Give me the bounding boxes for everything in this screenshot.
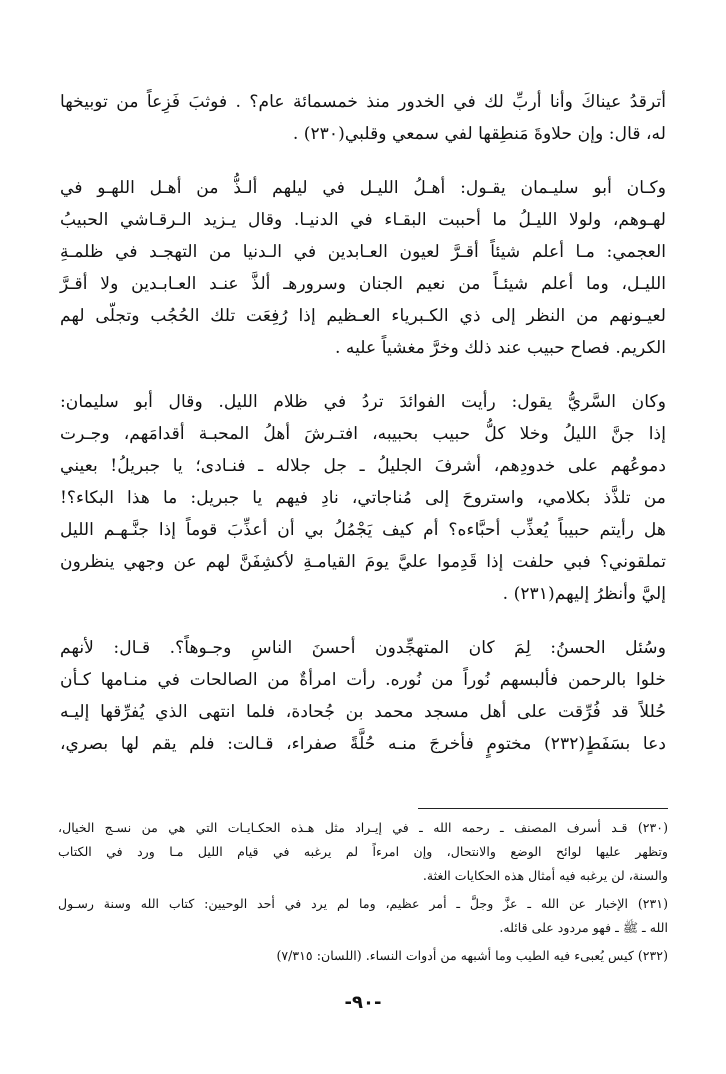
- paragraph-1: [60, 86, 666, 150]
- footnote-231: [58, 892, 668, 940]
- footnote-divider: [418, 808, 668, 809]
- text-line: وسُئل الحسنُ: لِمَ كان المتهجِّدون أحسنَ الناسِ وجـوهاً؟. قـال: لأنهم: [60, 638, 666, 658]
- paragraph-3: [60, 386, 666, 610]
- text-line: العجمي: مـا أعلم شيئاً أقـرَّ لعيون العـابدين في الـدنيا من التهجـد في ظلمـةِ: [60, 242, 666, 262]
- text-line: من تلذَّذ بكلامي، واستروحَ إلى مُناجاتي، نادِ فيهم يا جبريل: ما هذا البكاء؟!: [60, 488, 666, 508]
- text-line: لهـوهم، ولولا الليـلُ ما أحببت البقـاء في الدنيـا. وقال يـزيد الـرقـاشي الحبيبُ: [60, 210, 666, 230]
- footnote-line: وتظهر عليها لوائح الوضع والانتحال، وإن امرءاً لم يرغبه في قيام الليل مـا ورد في الكتاب: [58, 844, 668, 859]
- footnote-line: الله ـ ﷺ ـ فهو مردود على قائله.: [499, 920, 668, 935]
- footnote-232: [58, 944, 668, 968]
- text-line: هل رأيتم حبيباً يُعذِّب أحبَّاءه؟ أم كيف يَجْمُلُ بي أن أعذِّبَ قوماً إذا جنَّـهـم الليل: [60, 520, 666, 540]
- text-line: تملقوني؟ فبي حلفت إذا قَدِموا عليَّ يومَ القيامـةِ لأكشِفَنَّ لهم عن وجهي ينظرون: [60, 552, 666, 572]
- text-line: دموعُهم على خدودِهم، أشرفَ الجليلُ ـ جل جلاله ـ فنـادى؛ يا جبريلُ! بعيني: [60, 456, 666, 476]
- paragraph-2: [60, 172, 666, 364]
- text-line: وكـان أبو سليـمان يقـول: أهـلُ الليـل في ليلهم ألـذُّ من أهـل اللهـو في: [60, 178, 666, 198]
- footnotes: [58, 816, 668, 972]
- text-line: وكان السَّريُّ يقول: رأيت الفوائدَ تردُ في ظلام الليل. وقال أبو سليمان:: [60, 392, 666, 412]
- text-line: الليـل، وما أعلم شيئـاً من نعيم الجنان وسرورهـ ألذَّ عنـد العـابـدين ولا أقـرَّ: [60, 274, 666, 294]
- text-line: له، قال: وإن حلاوةَ مَنطِقها لفي سمعي وقلبي(٢٣٠) .: [292, 124, 666, 144]
- main-text: [60, 86, 666, 782]
- footnote-line: (٢٣٢) كيس يُعبىء فيه الطيب وما أشبهه من أدوات النساء. (اللسان: ٧/٣١٥): [276, 948, 668, 963]
- footnote-line: (٢٣٠) قـد أسرف المصنف ـ رحمه الله ـ في إيـراد مثل هـذه الحكـايـات التي هي من نسـج الخيال،: [58, 820, 668, 835]
- paragraph-4: [60, 632, 666, 760]
- text-line: إذا جنَّ الليلُ وخلا كلُّ حبيب بحبيبه، افتـرشَ أهلُ المحبـة أقدامَهم، وجـرت: [60, 424, 666, 444]
- page-number: -٩٠-: [344, 992, 382, 1013]
- text-line: أترقدُ عيناكَ وأنا أربِّ لك في الخدور منذ خمسمائة عام؟ . فوثبَ فَزِعاً من توبيخها: [60, 92, 666, 112]
- text-line: لعيـونهم من النظر إلى ذي الكـبرياء العـظيم إذا رُفِعَت تلك الحُجُب وتجلّى لهم: [60, 306, 666, 326]
- text-line: إليَّ وأنظرُ إليهم(٢٣١) .: [502, 584, 666, 604]
- footnote-230: [58, 816, 668, 888]
- footnote-line: والسنة، لن يرغبه فيه أمثال هذه الحكايات الغثة.: [422, 868, 668, 883]
- text-line: خلوا بالرحمن فألبسهم نُوراً من نُوره. رأت امرأةٌ من الصالحات في منـامها كـأن: [60, 670, 666, 690]
- text-line: الكريم. فصاح حبيب عند ذلك وخرَّ مغشياً عليه .: [334, 338, 666, 358]
- footnote-line: (٢٣١) الإخبار عن الله ـ عزَّ وجلَّ ـ أمر عظيم، وما لم يرد في أحد الوحيين: كتاب الله وسنة رسـول: [58, 896, 668, 911]
- text-line: دعا بسَفَطٍ(٢٣٢) مختومٍ فأخرجَ منـه حُلَّةً صفراء، قـالت: فلم يقم لها بصري،: [60, 734, 666, 754]
- text-line: حُللاً قد فُرِّقت على أهل مسجد محمد بن جُحادة، فلما انتهى الذي يُفرِّقها إليـه: [60, 702, 666, 722]
